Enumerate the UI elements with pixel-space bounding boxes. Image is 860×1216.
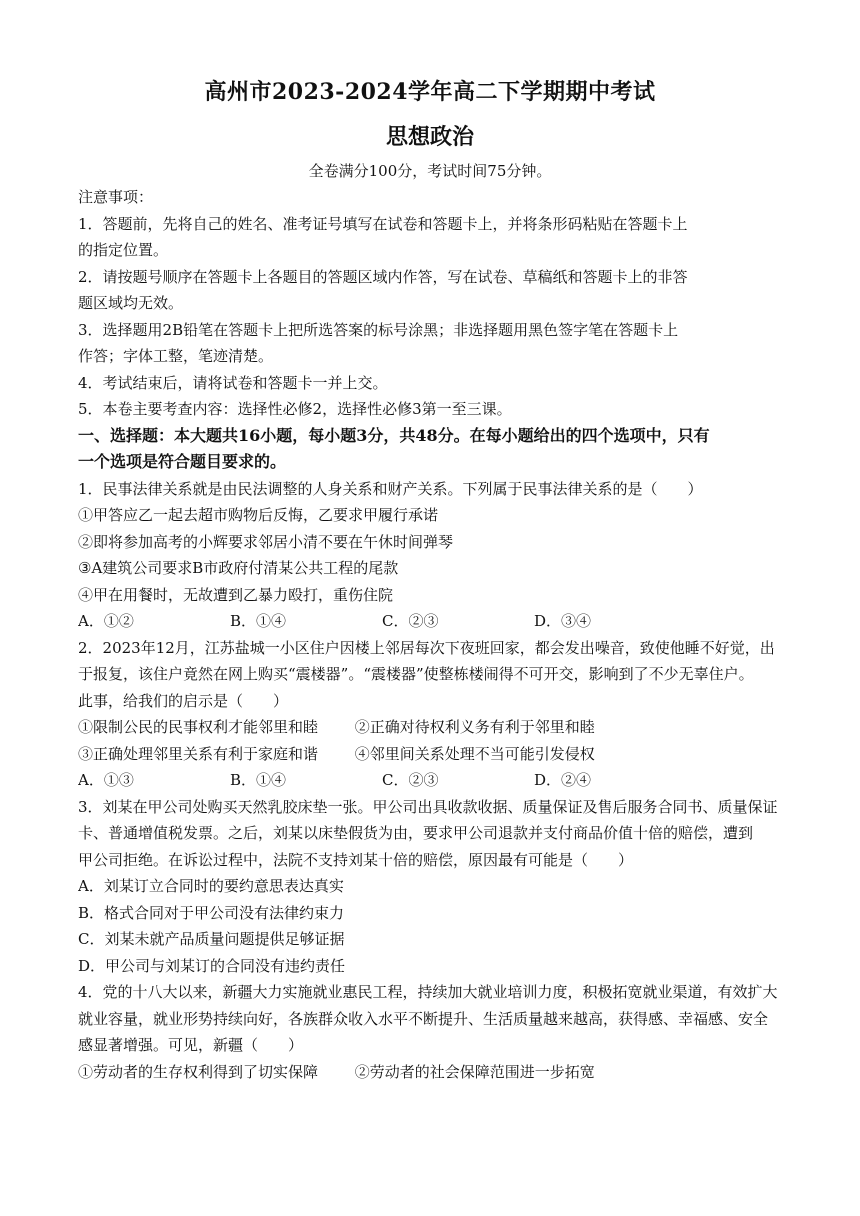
item: ②劳动者的社会保障范围进一步拓宽: [354, 1062, 595, 1081]
exam-info: 全卷满分100分，考试时间75分钟。: [308, 162, 552, 180]
option-b: B．①④: [230, 771, 287, 789]
question-1-options: [78, 608, 784, 635]
question-2-stem: 于报复，该住户竟然在网上购买“震楼器”。“震楼器”使整栋楼闹得不可开交，影响到了不少无辜住户。: [78, 665, 754, 683]
item: ①限制公民的民事权利才能邻里和睦: [78, 718, 319, 736]
item: ③正确处理邻里关系有利于家庭和谐: [78, 744, 319, 763]
question-1-stem: 1．民事法律关系就是由民法调整的人身关系和财产关系。下列属于民事法律关系的是（ ）: [78, 479, 703, 498]
notice-line: 2．请按题号顺序在答题卡上各题目的答题区域内作答，写在试卷、草稿纸和答题卡上的非答: [78, 267, 688, 286]
notice-line: 5．本卷主要考查内容：选择性必修2，选择性必修3第一至三课。: [78, 400, 512, 418]
section-heading: 一、选择题：本大题共16小题，每小题3分，共48分。在每小题给出的四个选项中，只有: [78, 425, 710, 445]
notice-line: 1．答题前，先将自己的姓名、准考证号填写在试卷和答题卡上，并将条形码粘贴在答题卡上: [78, 214, 688, 233]
question-4-stem: 就业容量，就业形势持续向好，各族群众收入水平不断提升、生活质量越来越高，获得感、幸福感、安全: [78, 1009, 769, 1028]
option-a: A．刘某订立合同时的要约意思表达真实: [78, 877, 344, 895]
question-3-stem: 甲公司拒绝。在诉讼过程中，法院不支持刘某十倍的赔偿，原因最有可能是（ ）: [78, 850, 634, 869]
question-3-stem: 卡、普通增值税发票。之后，刘某以床垫假货为由，要求甲公司退款并支付商品价值十倍的赔偿，遭到: [78, 824, 754, 842]
notice-heading: 注意事项：: [78, 188, 154, 206]
question-2-items: [78, 741, 784, 768]
notice-line: 3．选择题用2B铅笔在答题卡上把所选答案的标号涂黑；非选择题用黑色签字笔在答题卡上: [78, 320, 679, 339]
option-c: C．②③: [382, 612, 439, 630]
notice-line: 题区域均无效。: [78, 294, 184, 312]
exam-title: 高州市2023-2024学年高二下学期期中考试: [204, 79, 656, 105]
question-4-items: [78, 1059, 784, 1086]
option-d: D．甲公司与刘某订的合同没有违约责任: [78, 956, 346, 975]
option-c: C．②③: [382, 771, 439, 789]
option-d: D．②④: [534, 771, 592, 789]
question-2-stem: 2．2023年12月，江苏盐城一小区住户因楼上邻居每次下夜班回家，都会发出噪音，致使他睡不好觉，出: [78, 638, 775, 657]
option-b: B．①④: [230, 612, 287, 630]
question-1-item: ④甲在用餐时，无故遭到乙暴力殴打，重伤住院: [78, 585, 394, 604]
question-2-stem: 此事，给我们的启示是（ ）: [78, 691, 289, 710]
option-b: B．格式合同对于甲公司没有法律约束力: [78, 903, 345, 922]
item: ①劳动者的生存权利得到了切实保障: [78, 1062, 319, 1081]
question-1-item: ②即将参加高考的小辉要求邻居小清不要在午休时间弹琴: [78, 532, 454, 551]
item: ④邻里间关系处理不当可能引发侵权: [354, 744, 595, 763]
question-4-stem: 4．党的十八大以来，新疆大力实施就业惠民工程，持续加大就业培训力度，积极拓宽就业渠道，有效扩大: [78, 983, 778, 1001]
question-1-item: ③A建筑公司要求B市政府付清某公共工程的尾款: [78, 559, 399, 577]
notice-line: 4．考试结束后，请将试卷和答题卡一并上交。: [78, 373, 388, 392]
notice-line: 作答；字体工整，笔迹清楚。: [78, 347, 274, 365]
item: ②正确对待权利义务有利于邻里和睦: [354, 718, 595, 736]
exam-body: [78, 184, 784, 1085]
subject-title: 思想政治: [385, 124, 474, 150]
option-c: C．刘某未就产品质量问题提供足够证据: [78, 930, 345, 948]
option-a: A．①③: [78, 771, 134, 789]
question-3-stem: 3．刘某在甲公司处购买天然乳胶床垫一张。甲公司出具收款收据、质量保证及售后服务合同书、质量保证: [78, 797, 778, 816]
option-d: D．③④: [534, 612, 592, 630]
question-2-items: [78, 714, 784, 741]
option-a: A．①②: [78, 612, 134, 630]
section-heading: 一个选项是符合题目要求的。: [78, 452, 287, 471]
question-1-item: ①甲答应乙一起去超市购物后反悔，乙要求甲履行承诺: [78, 506, 439, 524]
question-4-stem: 感显著增强。可见，新疆（ ）: [78, 1036, 304, 1054]
question-2-options: [78, 767, 784, 794]
notice-line: 的指定位置。: [78, 241, 169, 259]
